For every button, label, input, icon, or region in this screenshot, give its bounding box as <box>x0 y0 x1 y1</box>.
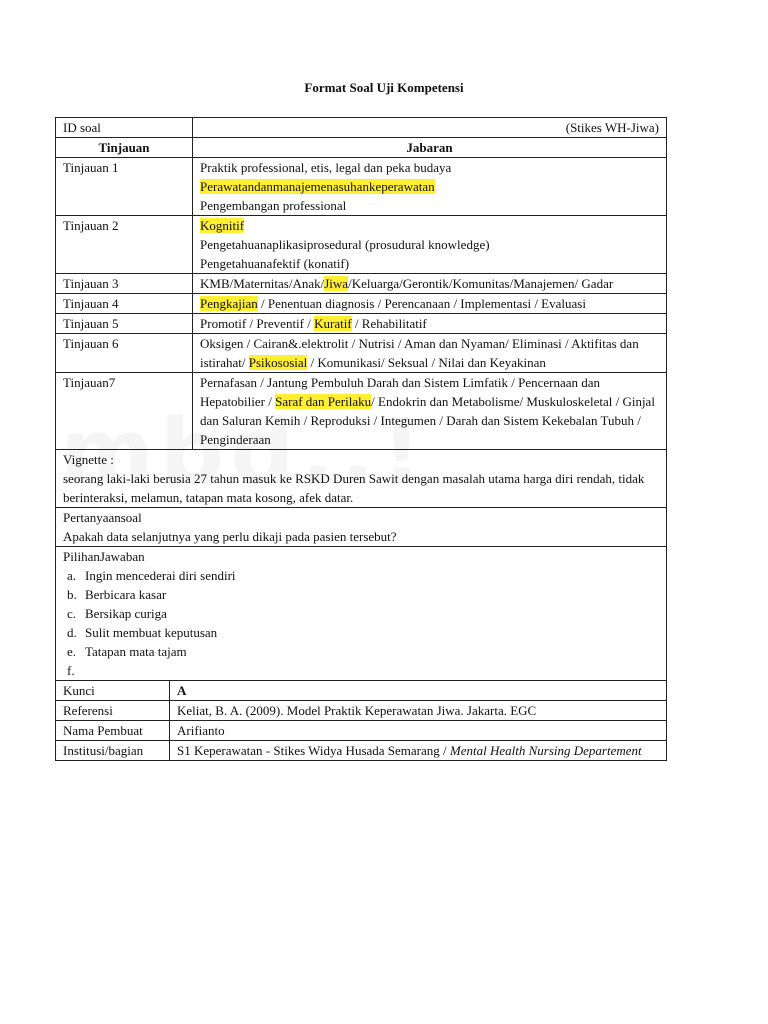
tinjauan-5-row <box>56 314 667 334</box>
tinjauan-2-content <box>193 216 667 274</box>
tinjauan-1-line-3: Pengembangan professional <box>200 198 347 213</box>
list-item: f. <box>67 663 75 678</box>
pertanyaan-row <box>56 508 667 547</box>
referensi-label: Referensi <box>56 701 170 721</box>
institusi-value: S1 Keperawatan - Stikes Widya Husada Semarang / Mental Health Nursing Departement <box>170 741 667 761</box>
vignette-row <box>56 450 667 508</box>
vignette-label: Vignette : <box>63 452 114 467</box>
kunci-row <box>56 681 667 701</box>
tinjauan-1-content <box>193 158 667 216</box>
header-row <box>56 138 667 158</box>
list-item: a. Ingin mencederai diri sendiri <box>67 568 236 583</box>
tinjauan-6-label: Tinjauan 6 <box>56 334 193 373</box>
tinjauan-7-content: Pernafasan / Jantung Pembuluh Darah dan Sistem Limfatik / Pencernaan dan Hepatobilier / Saraf dan Perilaku/ Endokrin dan Metabolisme/ Muskuloskeletal / Ginjal dan Saluran Kemih / Reproduksi / Integumen / Darah dan Sistem Kekebalan Tubuh / Penginderaan <box>193 373 667 450</box>
list-item: b. Berbicara kasar <box>67 587 167 602</box>
kunci-label: Kunci <box>56 681 170 701</box>
tinjauan-1-highlight: Perawatandanmanajemenasuhankeperawatan <box>200 179 435 194</box>
tinjauan-7-row <box>56 373 667 450</box>
tinjauan-4-label: Tinjauan 4 <box>56 294 193 314</box>
page-title: Format Soal Uji Kompetensi <box>304 80 464 95</box>
pembuat-value: Arifianto <box>170 721 667 741</box>
pertanyaan-label: Pertanyaansoal <box>63 510 142 525</box>
pembuat-label: Nama Pembuat <box>56 721 170 741</box>
pilihan-cell <box>56 547 667 681</box>
tinjauan-1-row <box>56 158 667 216</box>
tinjauan-3-highlight: Jiwa <box>324 276 349 291</box>
tinjauan-3-label: Tinjauan 3 <box>56 274 193 294</box>
tinjauan-6-content: Oksigen / Cairan&.elektrolit / Nutrisi / Aman dan Nyaman/ Eliminasi / Aktifitas dan istirahat/ Psikososial / Komunikasi/ Seksual / Nilai dan Keyakinan <box>193 334 667 373</box>
id-soal-value: (Stikes WH-Jiwa) <box>193 118 667 138</box>
institusi-italic: Mental Health Nursing Departement <box>449 743 642 758</box>
tinjauan-2-highlight: Kognitif <box>200 218 245 233</box>
vignette-text: seorang laki-laki berusia 27 tahun masuk ke RSKD Duren Sawit dengan masalah utama harga diri rendah, tidak berinteraksi, melamun, tatapan mata kosong, afek datar. <box>63 471 645 505</box>
institusi-label: Institusi/bagian <box>56 741 170 761</box>
tinjauan-4-highlight: Pengkajian <box>200 296 258 311</box>
referensi-value: Keliat, B. A. (2009). Model Praktik Keperawatan Jiwa. Jakarta. EGC <box>170 701 667 721</box>
tinjauan-2-row <box>56 216 667 274</box>
tinjauan-2-line-3: Pengetahuanafektif (konatif) <box>200 256 350 271</box>
pembuat-row <box>56 721 667 741</box>
referensi-row <box>56 701 667 721</box>
tinjauan-1-line-1: Praktik professional, etis, legal dan peka budaya <box>200 160 452 175</box>
tinjauan-6-highlight: Psikososial <box>248 355 308 370</box>
tinjauan-2-line-2: Pengetahuanaplikasiprosedural (prosudural knowledge) <box>200 237 490 252</box>
tinjauan-4-content: Pengkajian / Penentuan diagnosis / Perencanaan / Implementasi / Evaluasi <box>193 294 667 314</box>
tinjauan-1-label: Tinjauan 1 <box>56 158 193 216</box>
tinjauan-4-row <box>56 294 667 314</box>
institusi-row <box>56 741 667 761</box>
pilihan-row <box>56 547 667 681</box>
list-item: d. Sulit membuat keputusan <box>67 625 218 640</box>
tinjauan-7-label: Tinjauan7 <box>56 373 193 450</box>
competency-table <box>55 117 667 761</box>
pilihan-label: PilihanJawaban <box>63 549 145 564</box>
tinjauan-5-label: Tinjauan 5 <box>56 314 193 334</box>
tinjauan-3-row <box>56 274 667 294</box>
id-soal-label: ID soal <box>56 118 193 138</box>
tinjauan-7-highlight: Saraf dan Perilaku <box>275 394 372 409</box>
header-tinjauan: Tinjauan <box>56 138 193 158</box>
tinjauan-2-label: Tinjauan 2 <box>56 216 193 274</box>
tinjauan-5-content: Promotif / Preventif / Kuratif / Rehabilitatif <box>193 314 667 334</box>
header-jabaran: Jabaran <box>193 138 667 158</box>
pertanyaan-text: Apakah data selanjutnya yang perlu dikaji pada pasien tersebut? <box>63 529 397 544</box>
kunci-value: A <box>170 681 667 701</box>
list-item: e. Tatapan mata tajam <box>67 644 187 659</box>
tinjauan-5-highlight: Kuratif <box>314 316 352 331</box>
pertanyaan-cell <box>56 508 667 547</box>
tinjauan-6-row <box>56 334 667 373</box>
id-soal-row <box>56 118 667 138</box>
answer-options <box>63 566 659 680</box>
vignette-cell <box>56 450 667 508</box>
list-item: c. Bersikap curiga <box>67 606 167 621</box>
tinjauan-3-content: KMB/Maternitas/Anak/Jiwa/Keluarga/Gerontik/Komunitas/Manajemen/ Gadar <box>193 274 667 294</box>
